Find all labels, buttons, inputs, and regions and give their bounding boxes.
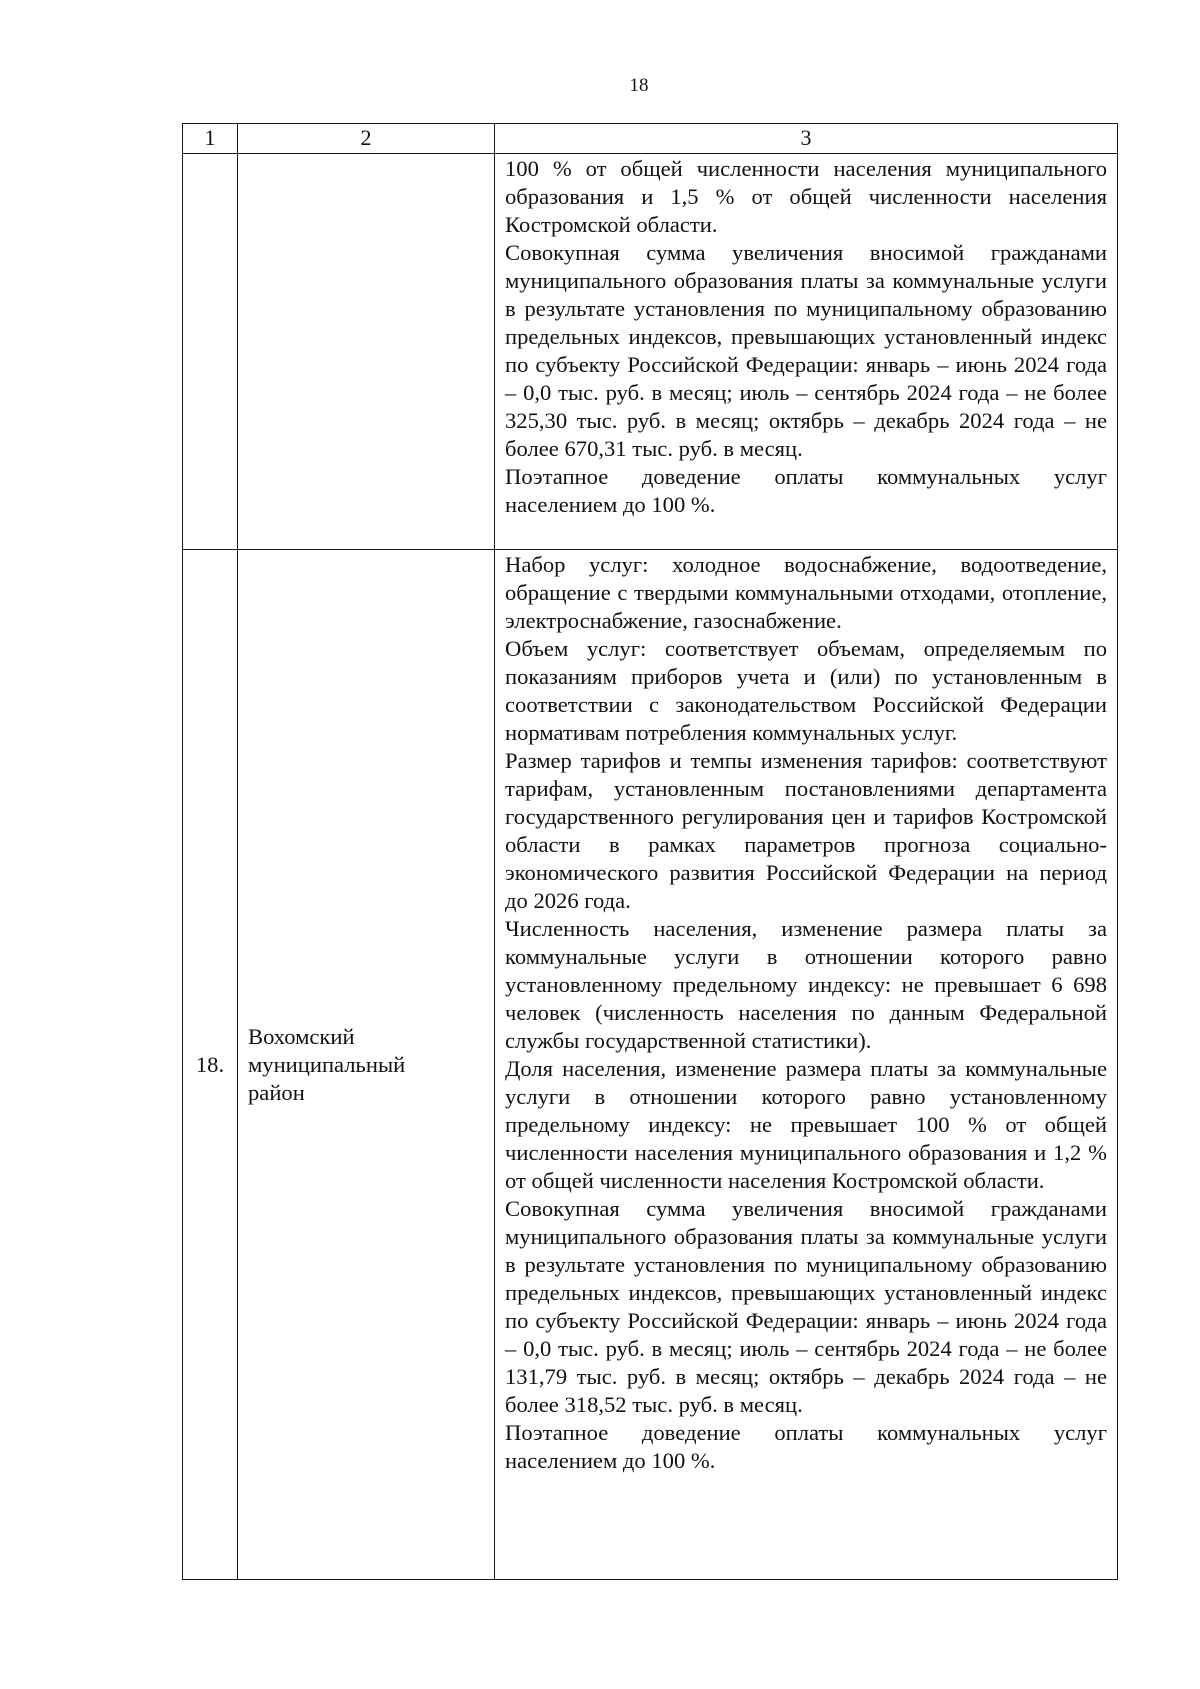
header-col-3: 3	[495, 124, 1118, 154]
municipality-name-line: район	[248, 1079, 305, 1105]
paragraph: Численность населения, изменение размера платы за коммунальные услуги в отношении которого равно установленному предельному индексу: не превышает 6 698 человек (численность населения по данным Федеральной службы государственной статистики).	[505, 916, 1107, 1053]
paragraph: Размер тарифов и темпы изменения тарифов: соответствуют тарифам, установленным постановлениями департамента государственного регулирования цен и тарифов Костромской области в рамках параметров прогноза социально-экономического развития Российской Федерации на период до 2026 года.	[505, 748, 1107, 913]
paragraph: Объем услуг: соответствует объемам, определяемым по показаниям приборов учета и (или) по установленным в соответствии с законодательством Российской Федерации нормативам потребления коммунальных услуг.	[505, 636, 1107, 745]
header-col-1: 1	[183, 124, 238, 154]
paragraph: Поэтапное доведение оплаты коммунальных услуг населением до 100 %.	[505, 1420, 1107, 1473]
municipality-name-line: муниципальный	[248, 1051, 406, 1077]
paragraph: Совокупная сумма увеличения вносимой гражданами муниципального образования платы за коммунальные услуги в результате установления по муниципальному образованию предельных индексов, превышающих установленный индекс по субъекту Российской Федерации: январь – июнь 2024 года – 0,0 тыс. руб. в месяц; июль – сентябрь 2024 года – не более 131,79 тыс. руб. в месяц; октябрь – декабрь 2024 года – не более 318,52 тыс. руб. в месяц.	[505, 1196, 1107, 1417]
table-row-continued	[183, 154, 1118, 550]
row-number: 18.	[183, 550, 238, 1580]
paragraph: Доля населения, изменение размера платы за коммунальные услуги в отношении которого равно установленному предельному индексу: не превышает 100 % от общей численности населения муниципального образования и 1,2 % от общей численности населения Костромской области.	[505, 1056, 1107, 1193]
row-description-cell	[495, 550, 1118, 1580]
row-number-cell-empty	[183, 154, 238, 550]
paragraph: Поэтапное доведение оплаты коммунальных услуг населением до 100 %.	[505, 464, 1107, 517]
municipality-name	[238, 550, 495, 1580]
municipality-name-line: Вохомский	[248, 1023, 355, 1049]
header-col-2: 2	[238, 124, 495, 154]
paragraph: Совокупная сумма увеличения вносимой гражданами муниципального образования платы за коммунальные услуги в результате установления по муниципальному образованию предельных индексов, превышающих установленный индекс по субъекту Российской Федерации: январь – июнь 2024 года – 0,0 тыс. руб. в месяц; июль – сентябрь 2024 года – не более 325,30 тыс. руб. в месяц; октябрь – декабрь 2024 года – не более 670,31 тыс. руб. в месяц.	[505, 240, 1107, 461]
table-row-18	[183, 550, 1118, 1580]
paragraph: 100 % от общей численности населения муниципального образования и 1,5 % от общей численности населения Костромской области.	[505, 156, 1107, 237]
page-number: 18	[629, 75, 649, 96]
document-table	[182, 123, 1118, 1580]
row-description-cell	[495, 154, 1118, 550]
row-name-cell-empty	[238, 154, 495, 550]
table-header-row	[183, 124, 1118, 154]
paragraph: Набор услуг: холодное водоснабжение, водоотведение, обращение с твердыми коммунальными отходами, отопление, электроснабжение, газоснабжение.	[505, 552, 1107, 633]
